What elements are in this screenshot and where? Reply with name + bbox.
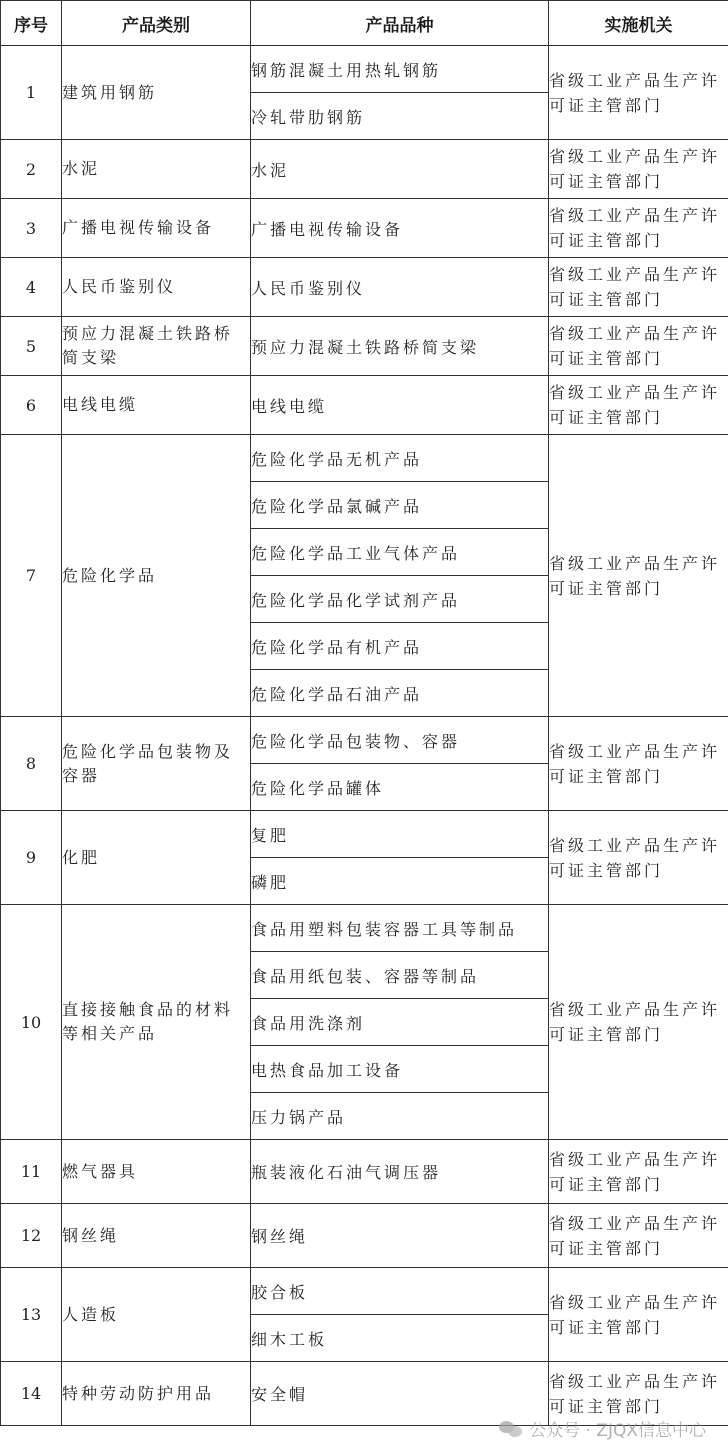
row-number: 3 bbox=[1, 199, 62, 258]
row-number: 7 bbox=[1, 435, 62, 717]
implementing-authority: 省级工业产品生产许可证主管部门 bbox=[549, 46, 728, 140]
table-row bbox=[1, 811, 728, 858]
implementing-authority: 省级工业产品生产许可证主管部门 bbox=[549, 1204, 728, 1268]
row-number: 6 bbox=[1, 376, 62, 435]
header-row bbox=[1, 1, 728, 46]
implementing-authority: 省级工业产品生产许可证主管部门 bbox=[549, 905, 728, 1140]
product-category: 建筑用钢筋 bbox=[62, 46, 251, 140]
product-variety: 水泥 bbox=[251, 140, 549, 199]
table-row bbox=[1, 1268, 728, 1315]
product-category: 特种劳动防护用品 bbox=[62, 1362, 251, 1426]
implementing-authority: 省级工业产品生产许可证主管部门 bbox=[549, 435, 728, 717]
product-category: 电线电缆 bbox=[62, 376, 251, 435]
row-number: 14 bbox=[1, 1362, 62, 1426]
row-number: 10 bbox=[1, 905, 62, 1140]
product-variety: 复肥 bbox=[251, 811, 549, 858]
table-row bbox=[1, 46, 728, 93]
product-category: 人民币鉴别仪 bbox=[62, 258, 251, 317]
row-number: 11 bbox=[1, 1140, 62, 1204]
header-category: 产品类别 bbox=[62, 1, 251, 46]
implementing-authority: 省级工业产品生产许可证主管部门 bbox=[549, 1268, 728, 1362]
table-row bbox=[1, 258, 728, 317]
watermark-text: 公众号 · ZJQX信息中心 bbox=[529, 1421, 706, 1441]
product-variety: 预应力混凝土铁路桥简支梁 bbox=[251, 317, 549, 376]
implementing-authority: 省级工业产品生产许可证主管部门 bbox=[549, 199, 728, 258]
table-row bbox=[1, 1140, 728, 1204]
row-number: 1 bbox=[1, 46, 62, 140]
table-row bbox=[1, 1204, 728, 1268]
product-category: 钢丝绳 bbox=[62, 1204, 251, 1268]
implementing-authority: 省级工业产品生产许可证主管部门 bbox=[549, 317, 728, 376]
product-category: 燃气器具 bbox=[62, 1140, 251, 1204]
product-category: 人造板 bbox=[62, 1268, 251, 1362]
implementing-authority: 省级工业产品生产许可证主管部门 bbox=[549, 1140, 728, 1204]
product-variety: 食品用塑料包装容器工具等制品 bbox=[251, 905, 549, 952]
product-variety: 危险化学品石油产品 bbox=[251, 670, 549, 717]
header-product: 产品品种 bbox=[251, 1, 549, 46]
implementing-authority: 省级工业产品生产许可证主管部门 bbox=[549, 376, 728, 435]
product-variety: 危险化学品氯碱产品 bbox=[251, 482, 549, 529]
wechat-icon bbox=[499, 1419, 523, 1439]
product-variety: 电线电缆 bbox=[251, 376, 549, 435]
table-row bbox=[1, 140, 728, 199]
watermark bbox=[499, 1416, 706, 1441]
implementing-authority: 省级工业产品生产许可证主管部门 bbox=[549, 258, 728, 317]
product-category: 化肥 bbox=[62, 811, 251, 905]
product-variety: 磷肥 bbox=[251, 858, 549, 905]
implementing-authority: 省级工业产品生产许可证主管部门 bbox=[549, 140, 728, 199]
row-number: 12 bbox=[1, 1204, 62, 1268]
product-variety: 食品用洗涤剂 bbox=[251, 999, 549, 1046]
table-row bbox=[1, 435, 728, 482]
product-variety: 危险化学品工业气体产品 bbox=[251, 529, 549, 576]
header-authority: 实施机关 bbox=[549, 1, 728, 46]
table-row bbox=[1, 905, 728, 952]
product-category: 广播电视传输设备 bbox=[62, 199, 251, 258]
product-variety: 电热食品加工设备 bbox=[251, 1046, 549, 1093]
product-variety: 人民币鉴别仪 bbox=[251, 258, 549, 317]
product-variety: 食品用纸包装、容器等制品 bbox=[251, 952, 549, 999]
table-row bbox=[1, 199, 728, 258]
row-number: 4 bbox=[1, 258, 62, 317]
row-number: 2 bbox=[1, 140, 62, 199]
implementing-authority: 省级工业产品生产许可证主管部门 bbox=[549, 1362, 728, 1426]
row-number: 8 bbox=[1, 717, 62, 811]
product-category: 水泥 bbox=[62, 140, 251, 199]
product-variety: 危险化学品化学试剂产品 bbox=[251, 576, 549, 623]
product-variety: 压力锅产品 bbox=[251, 1093, 549, 1140]
product-variety: 危险化学品无机产品 bbox=[251, 435, 549, 482]
product-variety: 广播电视传输设备 bbox=[251, 199, 549, 258]
product-category: 直接接触食品的材料等相关产品 bbox=[62, 905, 251, 1140]
product-variety: 钢丝绳 bbox=[251, 1204, 549, 1268]
product-variety: 危险化学品有机产品 bbox=[251, 623, 549, 670]
product-variety: 危险化学品包装物、容器 bbox=[251, 717, 549, 764]
product-variety: 瓶装液化石油气调压器 bbox=[251, 1140, 549, 1204]
table-row bbox=[1, 317, 728, 376]
product-variety: 危险化学品罐体 bbox=[251, 764, 549, 811]
implementing-authority: 省级工业产品生产许可证主管部门 bbox=[549, 717, 728, 811]
header-num: 序号 bbox=[1, 1, 62, 46]
product-category: 危险化学品包装物及容器 bbox=[62, 717, 251, 811]
row-number: 13 bbox=[1, 1268, 62, 1362]
row-number: 5 bbox=[1, 317, 62, 376]
row-number: 9 bbox=[1, 811, 62, 905]
product-category: 预应力混凝土铁路桥简支梁 bbox=[62, 317, 251, 376]
product-variety: 安全帽 bbox=[251, 1362, 549, 1426]
product-variety: 细木工板 bbox=[251, 1315, 549, 1362]
implementing-authority: 省级工业产品生产许可证主管部门 bbox=[549, 811, 728, 905]
table-row bbox=[1, 717, 728, 764]
table-row bbox=[1, 376, 728, 435]
product-category: 危险化学品 bbox=[62, 435, 251, 717]
product-variety: 胶合板 bbox=[251, 1268, 549, 1315]
product-variety: 冷轧带肋钢筋 bbox=[251, 93, 549, 140]
product-variety: 钢筋混凝土用热轧钢筋 bbox=[251, 46, 549, 93]
